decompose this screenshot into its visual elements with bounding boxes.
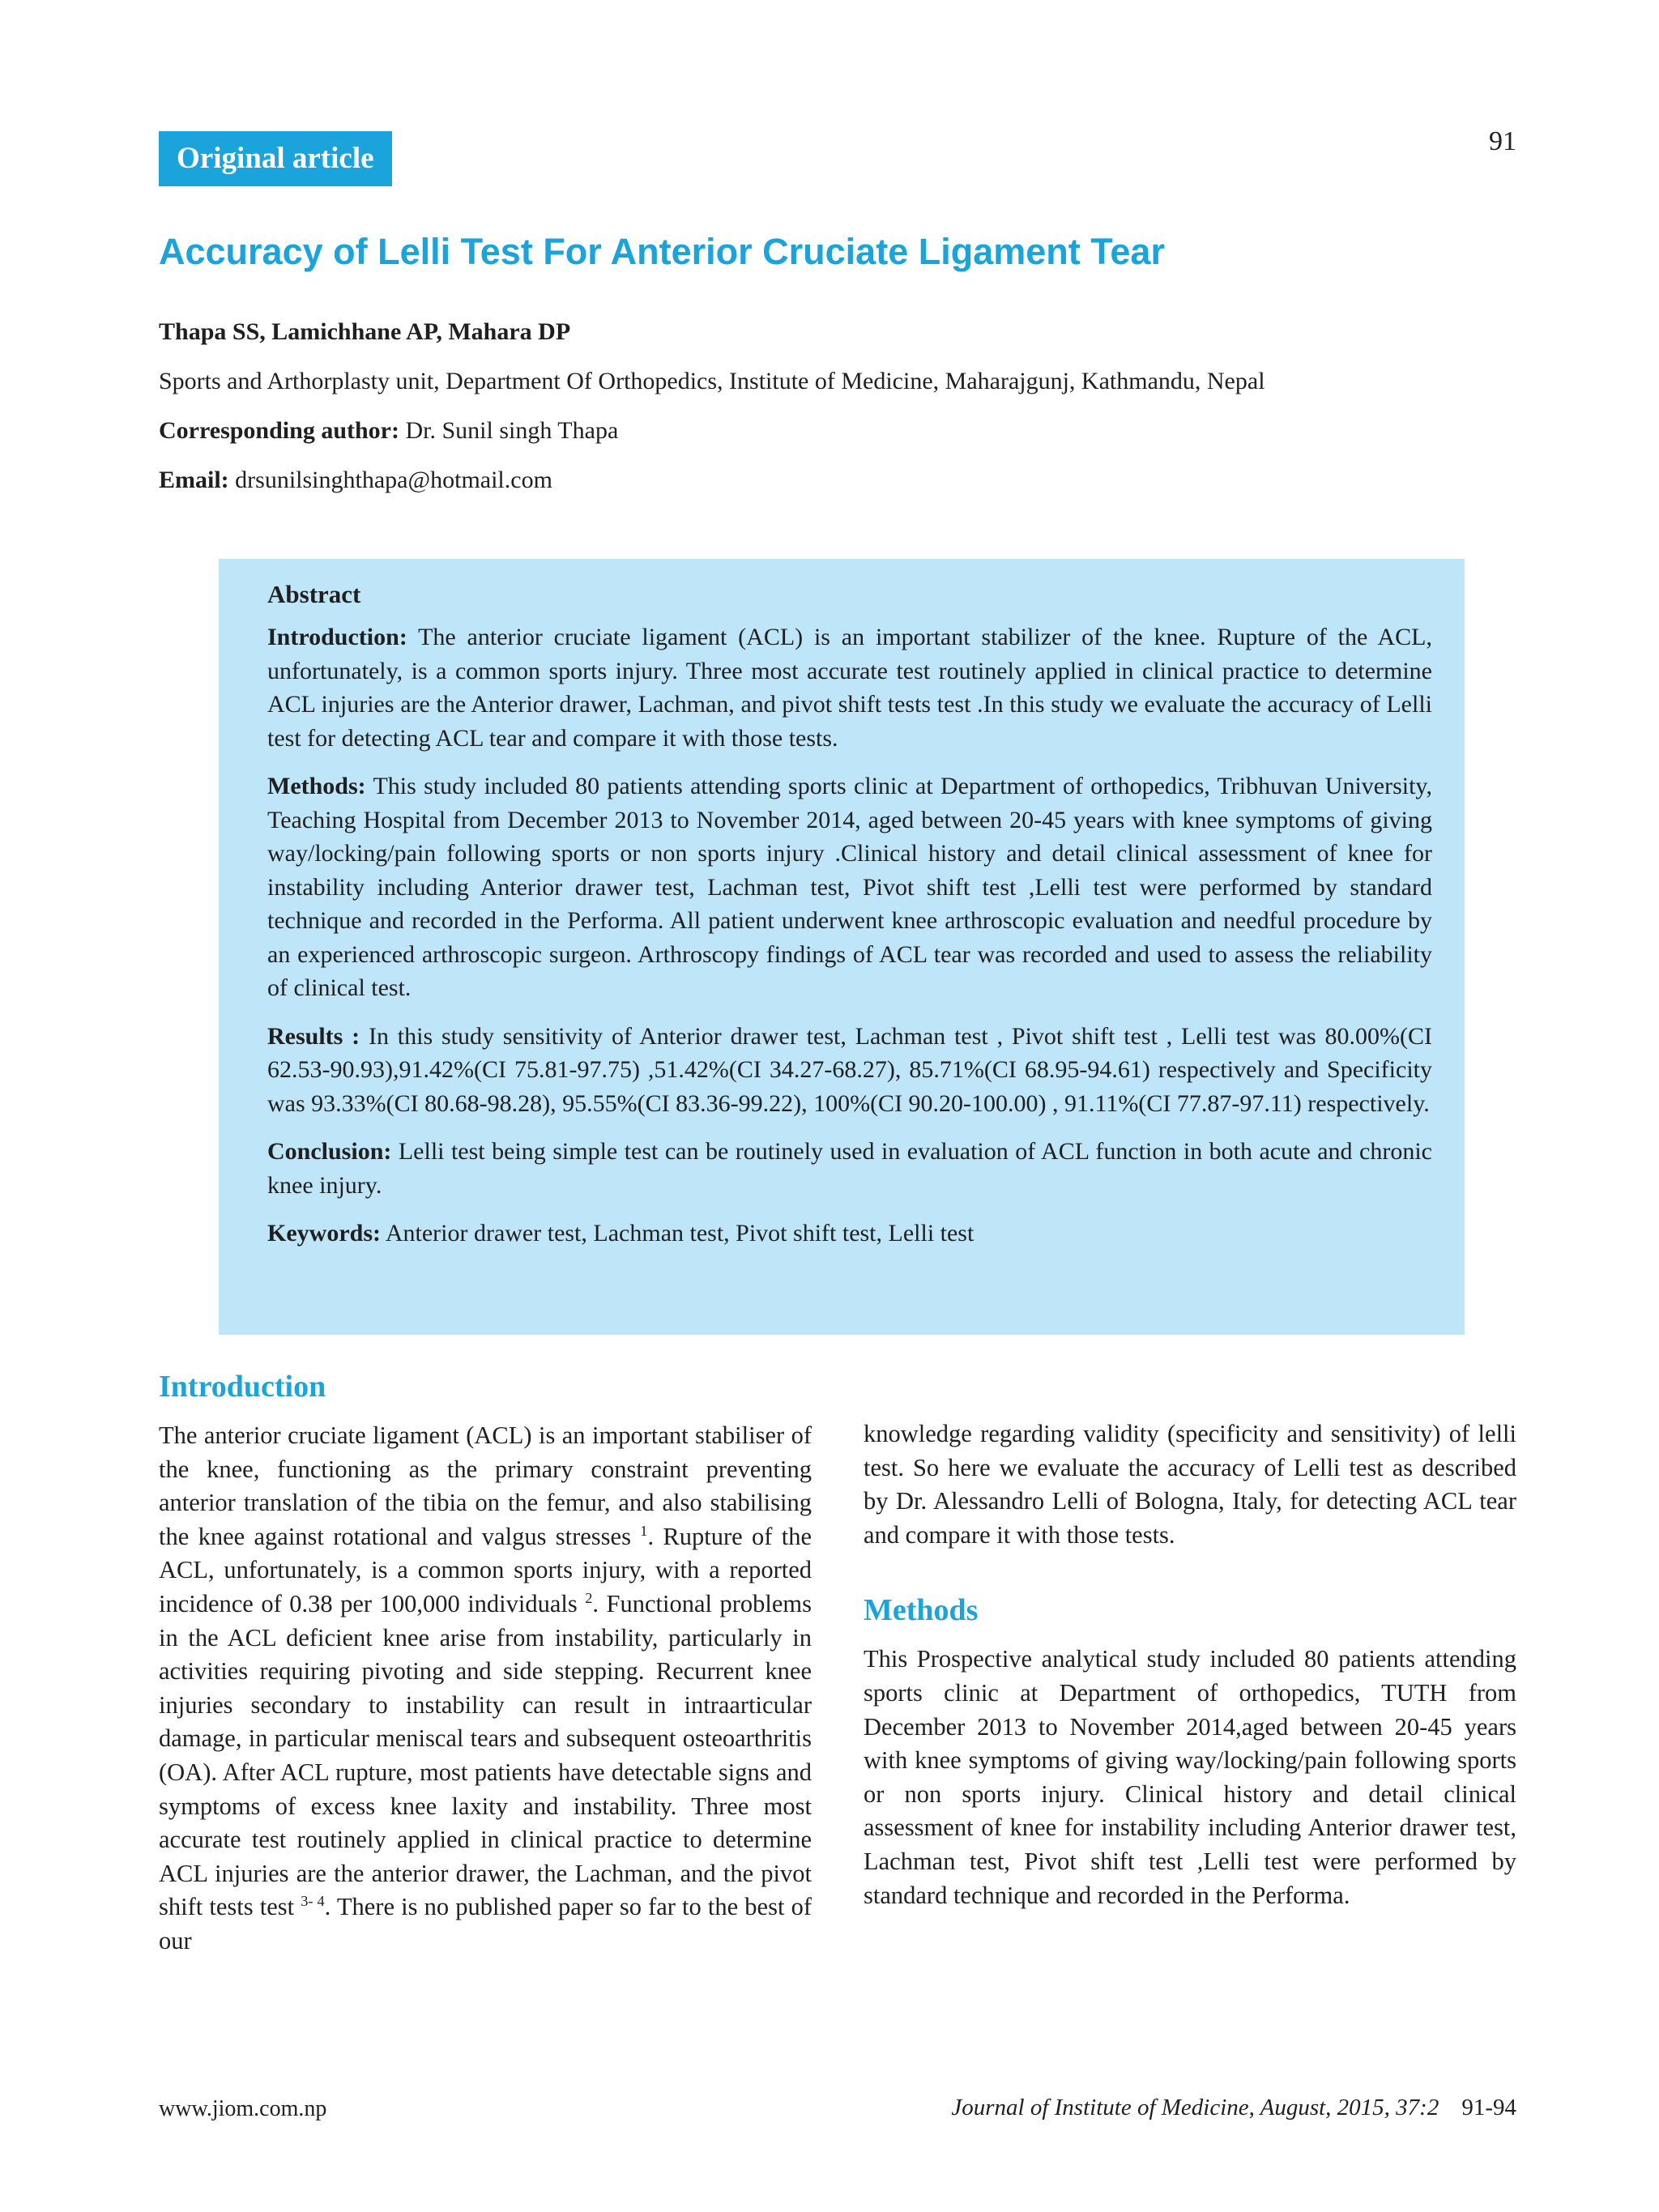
intro-text-2: . Rupture of the ACL, unfortunately, is a common sports injury, with a reported incidence of 0.38 per 100,000 individuals bbox=[159, 1522, 812, 1617]
abstract-keywords bbox=[267, 1217, 1432, 1251]
article-title: Accuracy of Lelli Test For Anterior Cruciate Ligament Tear bbox=[159, 231, 1165, 272]
abstract-keywords-label: Keywords: bbox=[267, 1220, 381, 1247]
ref-2: 2 bbox=[585, 1589, 593, 1606]
intro-text-4-left: . There is no published paper so far to the best of our bbox=[159, 1893, 812, 1954]
email-value: drsunilsinghthapa@hotmail.com bbox=[228, 467, 552, 493]
corresponding-author-label: Corresponding author: bbox=[159, 417, 399, 444]
introduction-paragraph bbox=[159, 1419, 812, 1958]
page-number: 91 bbox=[1489, 126, 1516, 156]
abstract-conclusion bbox=[267, 1135, 1432, 1202]
methods-heading: Methods bbox=[864, 1593, 979, 1628]
abstract-keywords-text: Anterior drawer test, Lachman test, Pivot shift test, Lelli test bbox=[380, 1220, 975, 1247]
right-column bbox=[864, 1417, 1516, 1912]
footer-website: www.jiom.com.np bbox=[159, 2096, 327, 2121]
corresponding-author-value: Dr. Sunil singh Thapa bbox=[399, 417, 619, 444]
introduction-heading: Introduction bbox=[159, 1370, 326, 1404]
abstract-results-label: Results : bbox=[267, 1022, 360, 1050]
abstract-results-text: In this study sensitivity of Anterior drawer test, Lachman test , Pivot shift test , Lelli test was 80.00%(CI 62.53-90.93),91.42%(CI 75.81-97.75) ,51.42%(CI 34.27-68.27), 85.71%(CI 68.95-94.61) respectively and Specificity was 93.33%(CI 80.68-98.28), 95.55%(CI 83.36-99.22), 100%(CI 90.20-100.00) , 91.11%(CI 77.87-97.11) respectively. bbox=[267, 1022, 1432, 1117]
abstract-heading: Abstract bbox=[267, 580, 361, 608]
abstract-results bbox=[267, 1020, 1432, 1121]
abstract-methods-label: Methods: bbox=[267, 773, 366, 799]
authors: Thapa SS, Lamichhane AP, Mahara DP bbox=[159, 318, 571, 345]
intro-text-1: The anterior cruciate ligament (ACL) is an important stabiliser of the knee, functioning as the primary constraint preventing anterior translation of the tibia on the femur, and also stabilising the knee against rotational and valgus stresses bbox=[159, 1421, 812, 1550]
abstract-introduction-text: The anterior cruciate ligament (ACL) is an important stabilizer of the knee. Rupture of the ACL, unfortunately, is a common sports injury. Three most accurate test routinely applied in clinical practice to determine ACL injuries are the Anterior drawer, Lachman, and pivot shift tests test .In this study we evaluate the accuracy of Lelli test for detecting ACL tear and compare it with those tests. bbox=[267, 624, 1432, 752]
introduction-paragraph-continued bbox=[864, 1417, 1516, 1552]
article-type-badge: Original article bbox=[159, 131, 392, 186]
intro-text-4-right: knowledge regarding validity (specificity and sensitivity) of lelli test. So here we evaluate the accuracy of Lelli test as described by Dr. Alessandro Lelli of Bologna, Italy, for detecting ACL tear and compare it with those tests. bbox=[864, 1420, 1516, 1549]
footer-pages: 91-94 bbox=[1461, 2095, 1516, 2120]
abstract-introduction bbox=[267, 620, 1432, 755]
intro-text-3: . Functional problems in the ACL deficient knee arise from instability, particularly in activities requiring pivoting and side stepping. Recurrent knee injuries secondary to instability can result in intraarticular damage, in particular meniscal tears and subsequent osteoarthritis (OA). After ACL rupture, most patients have detectable signs and symptoms of excess knee laxity and instability. Three most accurate test routinely applied in clinical practice to determine ACL injuries are the anterior drawer, the Lachman, and the pivot shift tests test bbox=[159, 1589, 812, 1921]
affiliation: Sports and Arthorplasty unit, Department Of Orthopedics, Institute of Medicine, Maharajgunj, Kathmandu, Nepal bbox=[159, 368, 1265, 394]
ref-1: 1 bbox=[640, 1522, 648, 1539]
email-label: Email: bbox=[159, 467, 229, 493]
email bbox=[159, 467, 552, 494]
footer-journal: Journal of Institute of Medicine, August, 2015, 37:2 bbox=[951, 2095, 1439, 2120]
abstract-methods-text: This study included 80 patients attending sports clinic at Department of orthopedics, Tribhuvan University, Teaching Hospital from December 2013 to November 2014, aged between 20-45 years with knee symptoms of giving way/locking/pain following sports or non sports injury .Clinical history and detail clinical assessment of knee for instability including Anterior drawer test, Lachman test, Pivot shift test ,Lelli test were performed by standard technique and recorded in the Performa. All patient underwent knee arthroscopic evaluation and needful procedure by an experienced arthroscopic surgeon. Arthroscopy findings of ACL tear was recorded and used to assess the reliability of clinical test. bbox=[267, 773, 1432, 1001]
ref-3-4: 3- 4 bbox=[301, 1893, 325, 1910]
abstract-conclusion-label: Conclusion: bbox=[267, 1138, 392, 1165]
footer-citation bbox=[951, 2095, 1516, 2121]
methods-paragraph: This Prospective analytical study included 80 patients attending sports clinic at Department of orthopedics, TUTH from December 2013 to November 2014,aged between 20-45 years with knee symptoms of giving way/locking/pain following sports or non sports injury. Clinical history and detail clinical assessment of knee for instability including Anterior drawer test, Lachman test, Pivot shift test ,Lelli test were performed by standard technique and recorded in the Performa. bbox=[864, 1645, 1516, 1909]
abstract-conclusion-text: Lelli test being simple test can be routinely used in evaluation of ACL function in both acute and chronic knee injury. bbox=[267, 1138, 1432, 1199]
abstract-methods bbox=[267, 769, 1432, 1005]
corresponding-author bbox=[159, 417, 618, 445]
left-column bbox=[159, 1369, 812, 1958]
abstract-introduction-label: Introduction: bbox=[267, 624, 407, 650]
abstract-box bbox=[219, 559, 1465, 1335]
